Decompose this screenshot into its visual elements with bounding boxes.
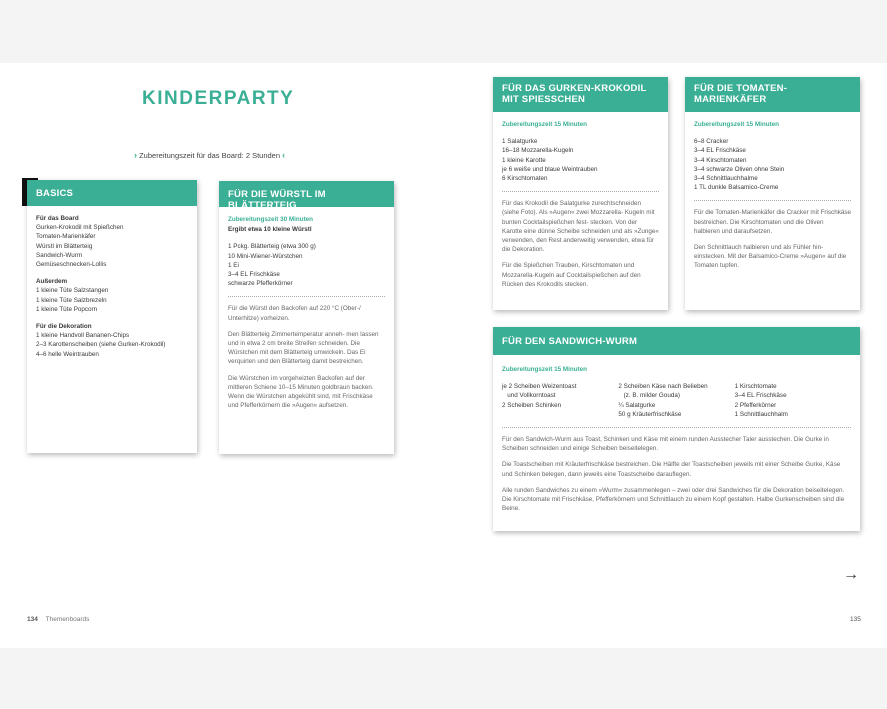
ingredient: 10 Mini-Wiener-Würstchen [228,252,303,260]
ingredient: schwarze Pfefferkörner [228,280,293,288]
ingredient: je 2 Scheiben Weizentoast [502,383,577,391]
krokodil-card [493,77,668,310]
chevron-left-icon: ‹ [282,150,286,160]
krokodil-steps [502,199,659,289]
step-paragraph: Den Schnittlauch halbieren und als Fühler hin- einstecken. Mit der Balsamico-Creme »Augen« auf die Tomaten tupfen. [694,244,847,270]
ingredient: 1 kleine Karotte [502,156,546,164]
sandwich-prep: Zubereitungszeit 15 Minuten [502,366,588,373]
board-prep-time [134,150,285,160]
ingredient: 16–18 Mozzarella-Kugeln [502,147,574,155]
krokodil-prep: Zubereitungszeit 15 Minuten [502,121,588,128]
list-item: Tomaten-Marienkäfer [36,233,96,241]
list-item: 1 kleine Tüte Salzbrezeln [36,296,107,304]
step-paragraph: Alle runden Sandwiches zu einem »Wurm« zusammenlegen – zwei oder drei Sandwiches für die Dekoration beiseitelegen. Die Kirschtomate mit Frischkäse, Pfefferkörnern und Schnittlauch zu einem Kopf gestalten. Halbe Gurkenscheiben sind die Beine. [502,486,845,513]
list-item: 2–3 Karottenscheiben (siehe Gurken-Krokodil) [36,341,166,349]
next-arrow-icon: → [843,566,859,583]
marienkaefer-prep: Zubereitungszeit 15 Minuten [694,121,780,128]
step-paragraph: Den Blätterteig Zimmertemperatur anneh- men lassen und in etwa 2 cm breite Streifen schneiden. Die Würstchen mit dem Blätterteig umwickeln. Das Ei verquirlen und den Blätterteig damit bestreichen. [228,330,379,366]
ingredient: 1 Pckg. Blätterteig (etwa 300 g) [228,243,316,251]
bottom-margin [0,648,887,709]
ingredient: 1 Kirschtomate [734,383,777,391]
ingredient: 1 Salatgurke [502,138,538,146]
ingredient: 2 Scheiben Schinken [502,401,562,409]
basics-group [36,214,188,269]
ingredient: 3–4 schwarze Oliven ohne Stein [694,165,785,173]
wuerstl-heading: FÜR DIE WÜRSTL IM BLÄTTERTEIG [219,181,394,207]
basics-heading: BASICS [27,180,197,206]
list-item: 1 kleine Handvoll Bananen-Chips [36,332,130,340]
ingredient: 2 Pfefferkörner [734,401,777,409]
step-paragraph: Für die Würstl den Backofen auf 220 °C (Ober-/ Unterhitze) vorheizen. [228,305,361,322]
list-item: Gemüseschnecken-Lollis [36,261,107,269]
ingredient: 6–8 Cracker [694,138,729,146]
step-paragraph: Für das Krokodil die Salatgurke zurechtschneiden (siehe Foto). Als »Augen« zwei Mozzarella- Kugeln mit bunten Cocktailspießchen fest- stecken. Von der Karotte eine dünne Scheibe schneiden und als »Zunge« verwenden, den Rest anderweitig verwenden, etwa für die Dekoration. [502,200,659,254]
ingredient-column [735,382,851,419]
ingredient: und Vollkorntoast [502,392,556,400]
list-item: 1 kleine Tüte Popcorn [36,305,98,313]
left-footer [27,616,89,623]
top-margin [0,0,887,63]
divider [502,427,851,428]
krokodil-heading: FÜR DAS GURKEN-KROKODIL MIT SPIESSCHEN [493,77,668,112]
ingredient: 3–4 EL Frischkäse [734,392,787,400]
wuerstl-body [219,207,394,425]
divider [694,200,851,201]
ingredient: 3–4 EL Frischkäse [228,271,280,279]
group-title: Für das Board [36,215,79,222]
page-number-left: 134 [27,616,38,623]
krokodil-body [493,112,668,304]
basics-group [36,277,188,314]
sandwich-body [493,355,860,528]
step-paragraph: Die Würstchen im vorgeheizten Backofen auf der mittleren Schiene 10–15 Minuten goldbraun backen. Wenn die Würstchen abgekühlt sind, mit Frischkäse und Pfefferkörnern die »Augen« aufsetzen. [228,374,374,410]
ingredient: ¼ Salatgurke [618,401,656,409]
board-prep-time-text: Zubereitungszeit für das Board: 2 Stunden [139,151,281,160]
list-item: Würstl im Blätterteig [36,242,93,250]
wuerstl-steps [228,304,385,410]
wuerstl-yield: Ergibt etwa 10 kleine Würstl [228,226,312,234]
ingredient: 3–4 EL Frischkäse [694,147,746,155]
step-paragraph: Die Toastscheiben mit Kräuterfrischkäse bestreichen. Die Hälfte der Toastscheiben jeweils mit einer Scheibe Gurke, Käse und Schinken belegen, dann jeweils eine Toastscheibe darauflegen. [502,461,841,478]
group-title: Für die Dekoration [36,323,92,331]
basics-card [27,180,197,453]
divider [502,191,659,192]
wuerstl-ingredients [228,242,385,288]
sandwich-heading: FÜR DEN SANDWICH-WURM [493,327,860,355]
list-item: Sandwich-Wurm [36,251,83,259]
ingredient: 6 Kirschtomaten [502,175,548,183]
marienkaefer-card [685,77,860,310]
ingredient: 1 Ei [228,261,239,269]
step-paragraph: Für den Sandwich-Wurm aus Toast, Schinken und Käse mit einem runden Ausstecher Taler ausstechen. Die Gurke in Scheiben schneiden und einige Scheiben beiseitelegen. [502,436,829,453]
list-item: Gurken-Krokodil mit Spießchen [36,224,124,232]
ingredient: 3–4 Schnittlauchhalme [694,175,758,183]
list-item: 1 kleine Tüte Salzstangen [36,287,109,295]
marienkaefer-ingredients [694,137,851,192]
page-title: KINDERPARTY [142,88,295,109]
basics-group [36,322,188,359]
list-item: 4–6 helle Weintrauben [36,350,99,358]
basics-body [27,206,197,375]
ingredient-column [618,382,734,419]
group-title: Außerdem [36,278,68,286]
wuerstl-prep: Zubereitungszeit 30 Minuten [228,216,314,223]
chevron-right-icon: › [134,150,137,160]
step-paragraph: Für die Spießchen Trauben, Kirschtomaten und Mozzarella-Kugeln auf Cocktailspießchen auf den Rücken des Krokodils stecken. [502,262,641,288]
divider [228,296,385,297]
sandwich-steps [502,435,851,513]
ingredient: 2 Scheiben Käse nach Belieben [618,383,708,391]
marienkaefer-heading: FÜR DIE TOMATEN- MARIENKÄFER [685,77,860,112]
ingredient: 1 Schnittlauchhalm [734,410,788,418]
marienkaefer-steps [694,208,851,270]
ingredient-column [502,382,618,419]
step-paragraph: Für die Tomaten-Marienkäfer die Cracker mit Frischkäse bestreichen. Die Kirschtomaten und die Oliven halbieren und daraufsetzen. [694,209,852,235]
section-name: Themenboards [45,616,90,623]
wuerstl-card [219,181,394,454]
ingredient: 1 TL dunkle Balsamico-Creme [694,184,779,192]
ingredient: je 6 weiße und blaue Weintrauben [502,165,598,173]
ingredient: 50 g Kräuterfrischkäse [618,410,682,418]
sandwich-ingredients [502,382,851,419]
ingredient: (z. B. milder Gouda) [618,392,680,400]
page-number-right: 135 [850,616,861,623]
krokodil-ingredients [502,137,659,183]
sandwich-card [493,327,860,531]
marienkaefer-body [685,112,860,286]
ingredient: 3–4 Kirschtomaten [694,156,747,164]
